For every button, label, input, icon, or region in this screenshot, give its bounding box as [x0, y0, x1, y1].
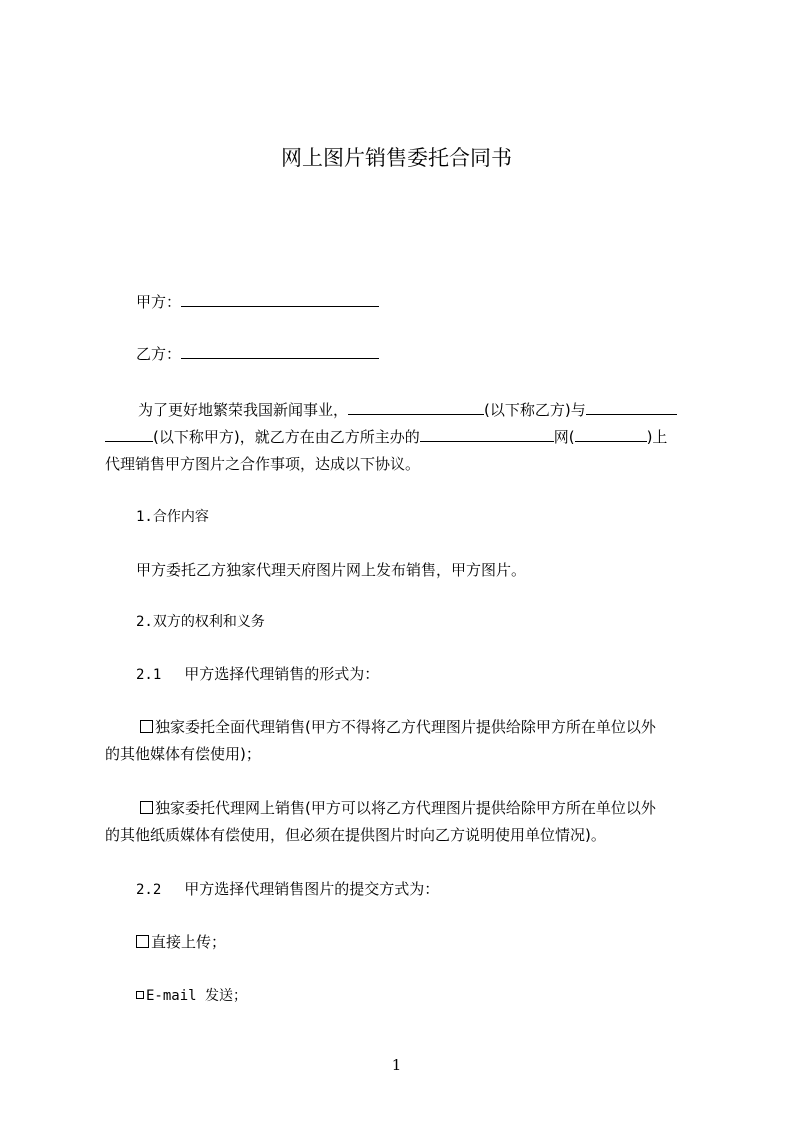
section-1-heading: 1.合作内容: [136, 509, 209, 525]
intro-text-4: 网(: [553, 428, 575, 446]
option-1-checkbox[interactable]: [140, 720, 153, 733]
method-2-text: E-mail 发送；: [146, 988, 248, 1004]
method-2-checkbox[interactable]: [136, 991, 144, 999]
option-2-line-2: 的其他纸质媒体有偿使用，但必须在提供图片时向乙方说明使用单位情况)。: [105, 826, 606, 844]
party-a-line: [136, 291, 379, 312]
clause-2-2: [136, 879, 439, 900]
clause-2-2-number: 2.2: [136, 882, 162, 898]
party-a-blank[interactable]: [181, 291, 379, 307]
party-a-label: 甲方：: [136, 293, 182, 311]
section-1-body: 甲方委托乙方独家代理天府图片网上发布销售，甲方图片。: [136, 561, 527, 579]
option-1-line-2: 的其他媒体有偿使用)；: [105, 745, 261, 763]
method-1-checkbox[interactable]: [136, 935, 149, 948]
party-a-name-blank-2[interactable]: [105, 426, 153, 442]
method-2-line: [136, 985, 247, 1006]
intro-line-3: 代理销售甲方图片之合作事项，达成以下协议。: [105, 455, 421, 473]
option-2-checkbox[interactable]: [140, 801, 153, 814]
intro-text-3: (以下称甲方)，就乙方在由乙方所主办的: [153, 428, 420, 446]
website-url-blank[interactable]: [575, 426, 647, 442]
clause-2-1: [136, 664, 379, 685]
clause-2-1-text: 甲方选择代理销售的形式为：: [184, 665, 380, 683]
document-title: 网上图片销售委托合同书: [281, 146, 512, 170]
party-b-label: 乙方：: [136, 345, 182, 363]
party-a-name-blank-1[interactable]: [586, 399, 677, 415]
intro-text-5: )上: [646, 428, 668, 446]
option-2-text: 独家委托代理网上销售(甲方可以将乙方代理图片提供给除甲方所在单位以外: [155, 799, 656, 817]
intro-text-1: 为了更好地繁荣我国新闻事业，: [138, 401, 349, 419]
method-1-line: [136, 932, 226, 952]
option-2-line-1: [140, 798, 656, 818]
website-name-blank[interactable]: [420, 426, 554, 442]
clause-2-1-number: 2.1: [136, 667, 162, 683]
option-1-text: 独家委托全面代理销售(甲方不得将乙方代理图片提供给除甲方所在单位以外: [155, 718, 656, 736]
clause-2-2-text: 甲方选择代理销售图片的提交方式为：: [184, 880, 440, 898]
intro-line-1: [138, 399, 677, 420]
intro-text-2: (以下称乙方)与: [484, 401, 586, 419]
intro-line-2: [105, 426, 667, 447]
org-name-blank[interactable]: [348, 399, 484, 415]
section-2-heading: 2.双方的权利和义务: [136, 614, 265, 630]
option-1-line-1: [140, 717, 656, 737]
method-1-text: 直接上传；: [151, 933, 227, 951]
party-b-blank[interactable]: [181, 343, 379, 359]
party-b-line: [136, 343, 379, 364]
page-number: 1: [391, 1056, 402, 1074]
